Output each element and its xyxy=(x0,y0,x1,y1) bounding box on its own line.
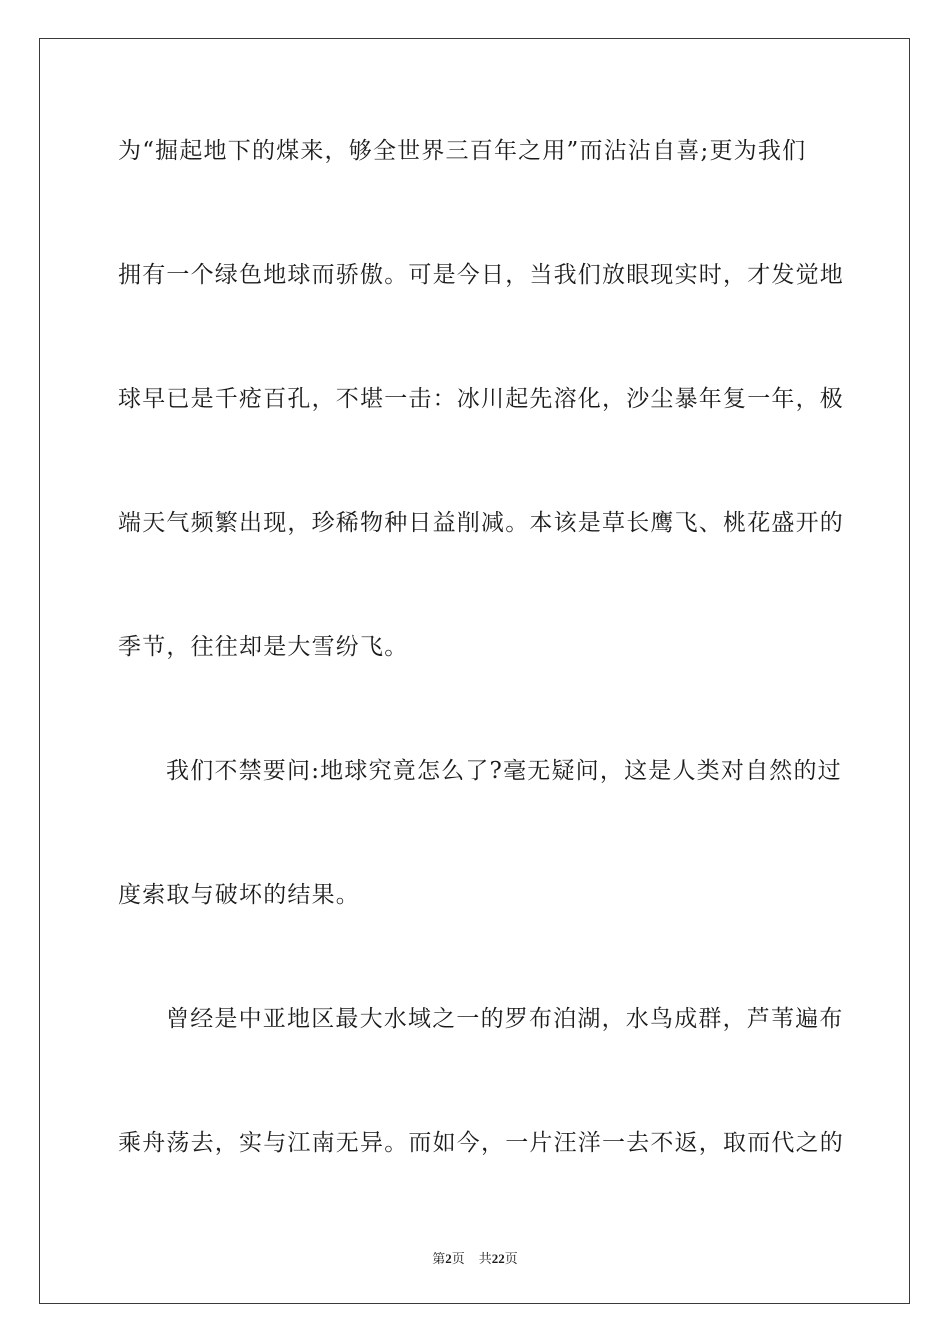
text-line: 季节，往往却是大雪纷飞。 xyxy=(118,634,409,660)
text-line: 为“掘起地下的煤来，够全世界三百年之用”而沾沾自喜;更为我们 xyxy=(118,138,807,164)
page-prefix: 第 xyxy=(432,1252,446,1267)
total-prefix: 共 xyxy=(478,1252,492,1267)
total-suffix: 页 xyxy=(504,1252,518,1267)
page-footer xyxy=(0,1248,950,1267)
page-border xyxy=(39,38,910,1304)
page-number: 2 xyxy=(445,1251,452,1266)
text-line: 拥有一个绿色地球而骄傲。可是今日，当我们放眼现实时，才发觉地 xyxy=(118,262,844,288)
total-pages: 22 xyxy=(491,1251,505,1266)
text-line: 球早已是千疮百孔，不堪一击：冰川起先溶化，沙尘暴年复一年，极 xyxy=(118,386,844,412)
paragraph-first-line: 我们不禁要问:地球究竟怎么了?毫无疑问，这是人类对自然的过 xyxy=(166,758,842,784)
text-line: 度索取与破坏的结果。 xyxy=(118,882,360,908)
paragraph-first-line: 曾经是中亚地区最大水域之一的罗布泊湖，水鸟成群，芦苇遍布 xyxy=(166,1006,844,1032)
text-line: 乘舟荡去，实与江南无异。而如今，一片汪洋一去不返，取而代之的 xyxy=(118,1130,844,1156)
text-line: 端天气频繁出现，珍稀物种日益削减。本该是草长鹰飞、桃花盛开的 xyxy=(118,510,844,536)
page-suffix: 页 xyxy=(451,1252,465,1267)
